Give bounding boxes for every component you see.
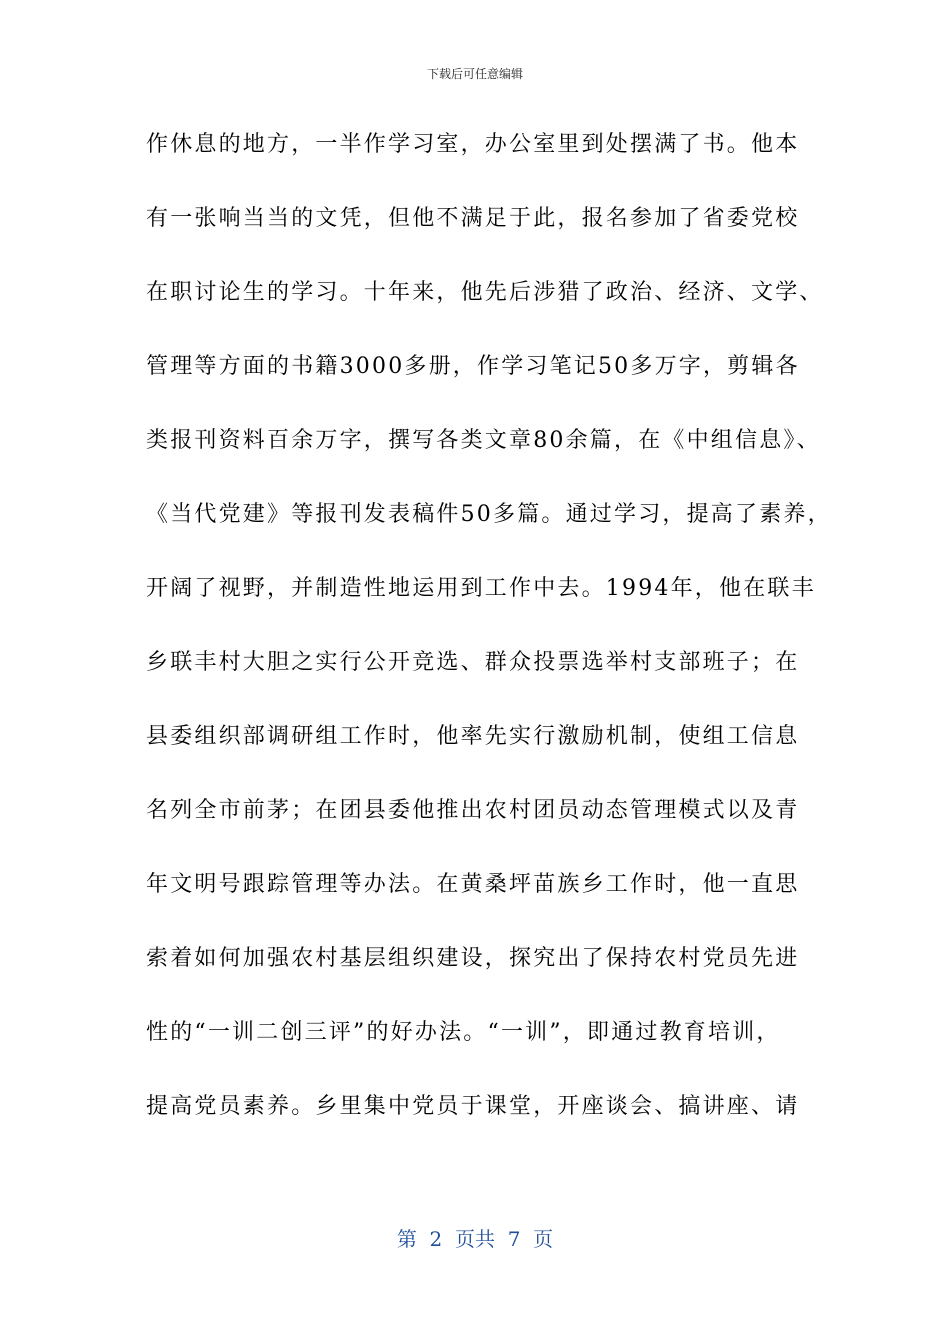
text-line: 《当代党建》等报刊发表稿件50多篇。通过学习，提高了素养， <box>146 502 832 527</box>
text-line: 开阔了视野，并制造性地运用到工作中去。1994年，他在联丰 <box>146 576 816 601</box>
text-line: 名列全市前茅；在团县委他推出农村团员动态管理模式以及青 <box>146 798 800 823</box>
text-line: 作休息的地方，一半作学习室，办公室里到处摆满了书。他本 <box>146 132 800 157</box>
text-line: 索着如何加强农村基层组织建设，探究出了保持农村党员先进 <box>146 946 800 971</box>
text-line: 县委组织部调研组工作时，他率先实行激励机制，使组工信息 <box>146 724 800 749</box>
document-body <box>146 128 832 1164</box>
text-line: 类报刊资料百余万字，撰写各类文章80余篇，在《中组信息》、 <box>146 428 821 453</box>
text-line: 年文明号跟踪管理等办法。在黄桑坪苗族乡工作时，他一直思 <box>146 872 800 897</box>
text-line: 乡联丰村大胆之实行公开竞选、群众投票选举村支部班子；在 <box>146 650 800 675</box>
text-line: 性的“一训二创三评”的好办法。“一训”，即通过教育培训， <box>146 1020 781 1045</box>
text-line: 在职讨论生的学习。十年来，他先后涉猎了政治、经济、文学、 <box>146 280 824 305</box>
header-note: 下载后可任意编辑 <box>426 67 523 81</box>
page-number-footer: 第 2 页共 7 页 <box>396 1227 554 1251</box>
text-line: 提高党员素养。乡里集中党员于课堂，开座谈会、搞讲座、请 <box>146 1094 800 1119</box>
text-line: 有一张响当当的文凭，但他不满足于此，报名参加了省委党校 <box>146 206 800 231</box>
text-line: 管理等方面的书籍3000多册，作学习笔记50多万字，剪辑各 <box>146 354 800 379</box>
